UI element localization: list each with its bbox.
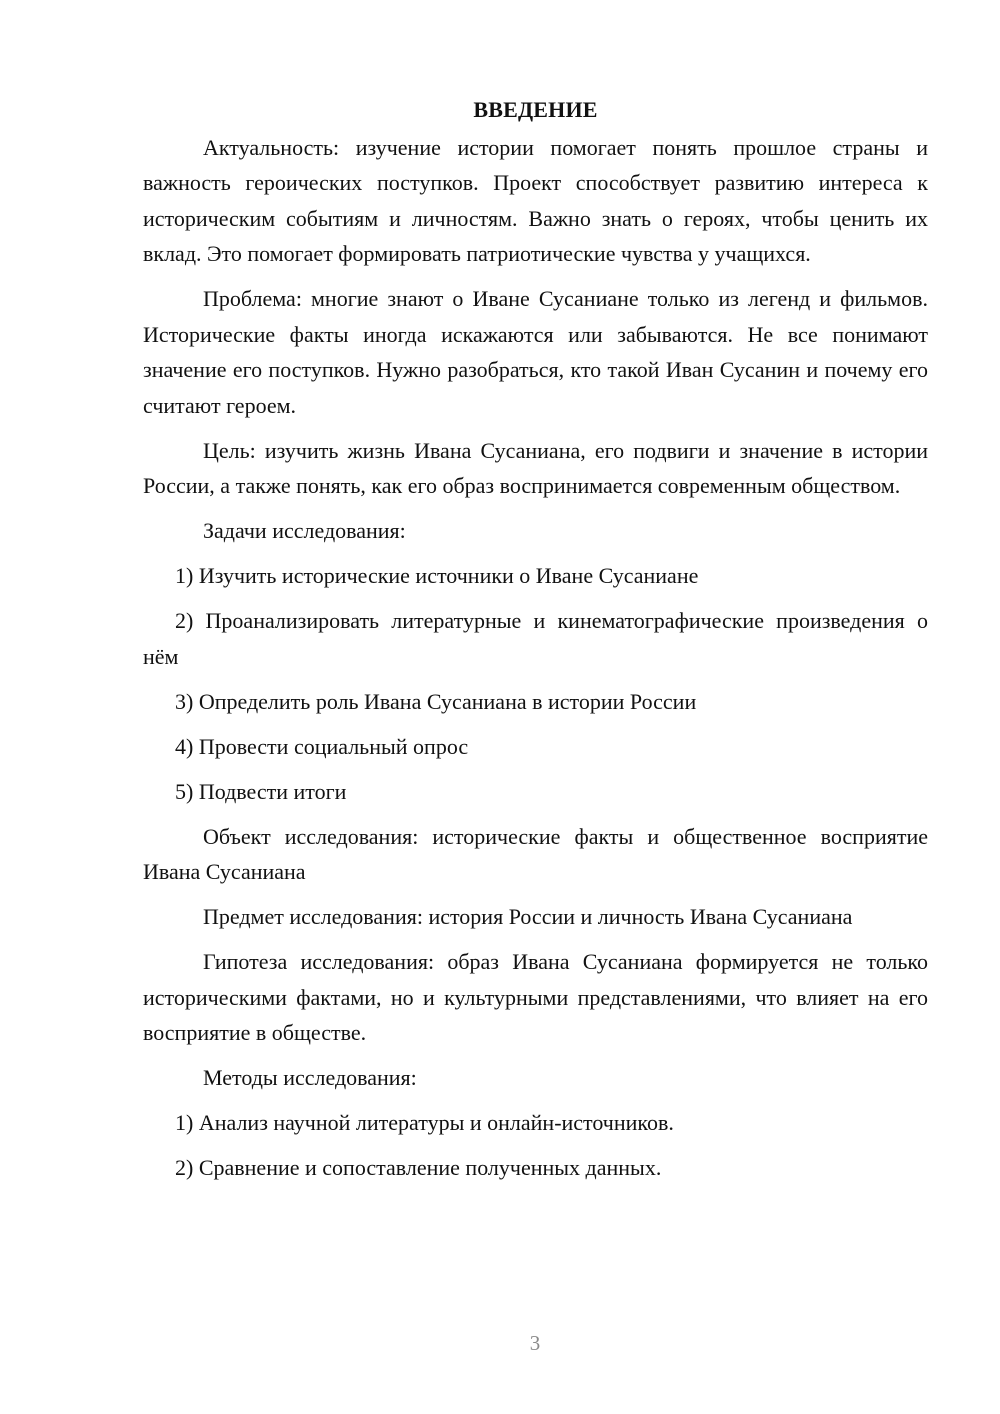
task-item: 3) Определить роль Ивана Сусаниана в истории России: [175, 688, 697, 714]
section-title: ВВЕДЕНИЕ: [473, 97, 598, 122]
method-item: 1) Анализ научной литературы и онлайн-источников.: [175, 1110, 674, 1135]
subject-paragraph: Предмет исследования: история России и личность Ивана Сусаниана: [203, 904, 853, 929]
hypothesis-paragraph: Гипотеза исследования: образ Ивана Сусаниана формируется не только историческими фактами, но и культурными представлениями, что влияет на его восприятие в обществе.: [143, 949, 928, 1045]
method-item: 2) Сравнение и сопоставление полученных данных.: [175, 1155, 662, 1180]
tasks-heading: Задачи исследования:: [203, 518, 406, 543]
goal-paragraph: Цель: изучить жизнь Ивана Сусаниана, его подвиги и значение в истории России, а также понять, как его образ воспринимается современным обществом.: [143, 437, 928, 498]
task-item: 2) Проанализировать литературные и кинематографические произведения о нём: [143, 608, 928, 669]
problem-paragraph: Проблема: многие знают о Иване Сусаниане только из легенд и фильмов. Исторические факты иногда искажаются или забываются. Не все понимают значение его поступков. Нужно разобраться, кто такой Иван Сусанин и почему его считают героем.: [143, 286, 928, 418]
page-number: 3: [529, 1331, 541, 1355]
object-paragraph: Объект исследования: исторические факты и общественное восприятие Ивана Сусаниана: [143, 823, 928, 884]
task-item: 5) Подвести итоги: [175, 778, 347, 804]
task-item: 1) Изучить исторические источники о Иване Сусаниане: [175, 563, 699, 588]
relevance-paragraph: Актуальность: изучение истории помогает понять прошлое страны и важность героических поступков. Проект способствует развитию интереса к историческим событиям и личностям. Важно знать о героях, чтобы ценить их вклад. Это помогает формировать патриотические чувства у учащихся.: [143, 134, 928, 266]
task-item: 4) Провести социальный опрос: [175, 733, 469, 759]
methods-heading: Методы исследования:: [203, 1065, 417, 1090]
page-body: [143, 92, 928, 1195]
